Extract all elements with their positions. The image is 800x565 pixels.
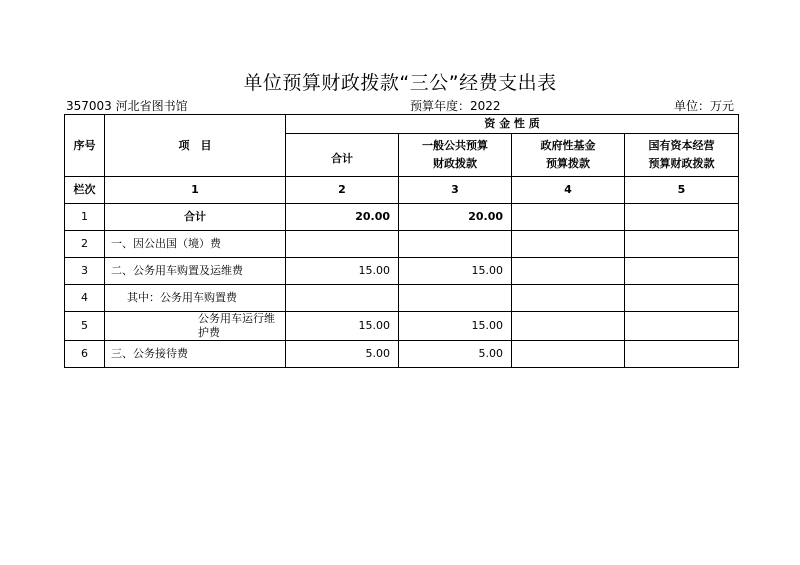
row-state — [625, 285, 739, 312]
column-number-2: 2 — [286, 177, 399, 204]
row-state — [625, 231, 739, 258]
table-row — [65, 231, 739, 258]
row-seq: 3 — [65, 258, 105, 285]
header-seq: 序号 — [65, 115, 105, 177]
row-item: 一、因公出国（境）费 — [105, 231, 286, 258]
row-item: 公务用车运行维护费 — [105, 312, 286, 341]
row-total: 20.00 — [286, 204, 399, 231]
row-gov — [512, 285, 625, 312]
row-item: 三、公务接待费 — [105, 341, 286, 368]
header-gov-fund — [512, 134, 625, 177]
row-seq: 4 — [65, 285, 105, 312]
row-general: 15.00 — [399, 312, 512, 341]
table-row — [65, 258, 739, 285]
row-gov — [512, 341, 625, 368]
column-number-4: 4 — [512, 177, 625, 204]
column-number-label: 栏次 — [65, 177, 105, 204]
row-total — [286, 285, 399, 312]
header-total: 合计 — [286, 134, 399, 177]
header-state-capital-line2: 预算财政拨款 — [648, 157, 715, 170]
unit-code-name: 357003 河北省图书馆 — [66, 99, 188, 113]
row-gov — [512, 258, 625, 285]
row-general: 15.00 — [399, 258, 512, 285]
column-number-1: 1 — [105, 177, 286, 204]
header-general-budget-line1: 一般公共预算 — [422, 139, 488, 152]
row-total: 15.00 — [286, 312, 399, 341]
row-total — [286, 231, 399, 258]
row-general — [399, 231, 512, 258]
row-state — [625, 204, 739, 231]
header-general-budget-line2: 财政拨款 — [433, 157, 477, 170]
row-state — [625, 258, 739, 285]
row-gov — [512, 312, 625, 341]
table-row — [65, 312, 739, 341]
column-number-5: 5 — [625, 177, 739, 204]
table-row — [65, 204, 739, 231]
header-state-capital-line1: 国有资本经营 — [648, 139, 715, 152]
row-general: 20.00 — [399, 204, 512, 231]
row-state — [625, 341, 739, 368]
row-seq: 6 — [65, 341, 105, 368]
table-row — [65, 341, 739, 368]
row-gov — [512, 204, 625, 231]
row-general — [399, 285, 512, 312]
row-seq: 1 — [65, 204, 105, 231]
header-item: 项 目 — [105, 115, 286, 177]
row-state — [625, 312, 739, 341]
header-state-capital — [625, 134, 739, 177]
row-general: 5.00 — [399, 341, 512, 368]
three-public-expenses-table — [64, 114, 739, 368]
column-number-row — [65, 177, 739, 204]
column-number-3: 3 — [399, 177, 512, 204]
header-gov-fund-line2: 预算拨款 — [546, 157, 590, 170]
row-seq: 5 — [65, 312, 105, 341]
row-gov — [512, 231, 625, 258]
header-general-budget — [399, 134, 512, 177]
unit-label: 单位：万元 — [673, 99, 734, 113]
header-gov-fund-line1: 政府性基金 — [540, 139, 596, 152]
row-item: 合计 — [105, 204, 286, 231]
page-title: 单位预算财政拨款“三公”经费支出表 — [243, 72, 557, 94]
row-item: 二、公务用车购置及运维费 — [105, 258, 286, 285]
budget-year: 预算年度：2022 — [410, 99, 501, 113]
header-fund-nature: 资 金 性 质 — [286, 115, 739, 134]
row-total: 15.00 — [286, 258, 399, 285]
row-total: 5.00 — [286, 341, 399, 368]
row-item: 其中：公务用车购置费 — [105, 285, 286, 312]
row-seq: 2 — [65, 231, 105, 258]
table-row — [65, 285, 739, 312]
